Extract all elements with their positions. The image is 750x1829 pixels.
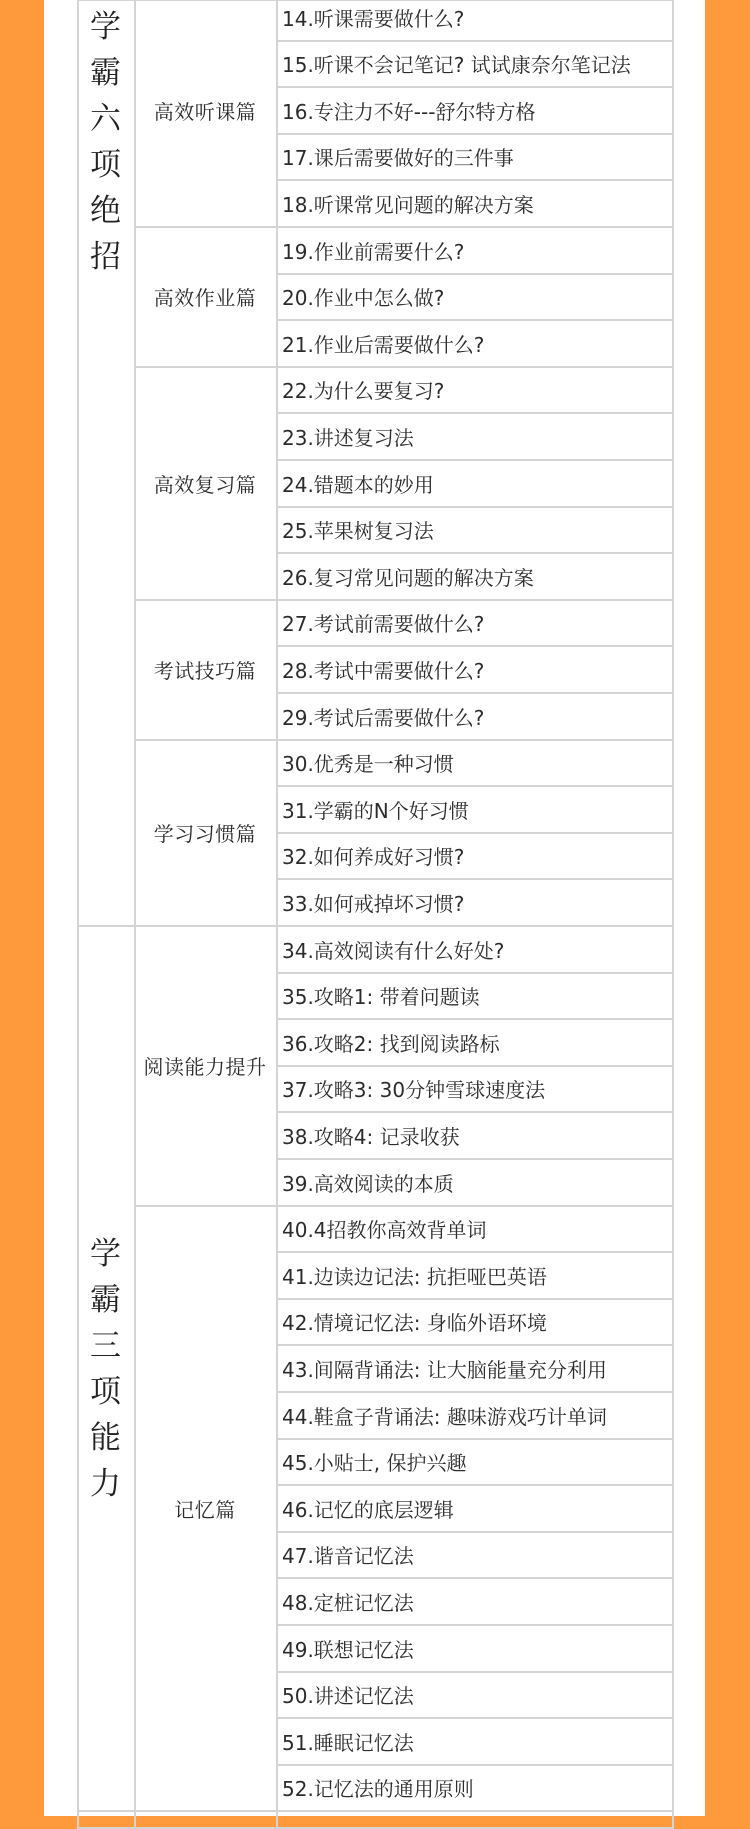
group-label: 高效复习篇 xyxy=(153,472,257,497)
lesson-item: 50.讲述记忆法 xyxy=(282,1684,414,1709)
lesson-item: 16.专注力不好---舒尔特方格 xyxy=(282,99,536,124)
lesson-item: 37.攻略3: 30分钟雪球速度法 xyxy=(282,1078,546,1103)
lesson-item: 44.鞋盒子背诵法: 趣味游戏巧计单词 xyxy=(282,1404,607,1429)
lesson-item: 40.4招教你高效背单词 xyxy=(282,1218,487,1243)
lesson-item: 48.定桩记忆法 xyxy=(282,1590,414,1615)
lesson-item: 45.小贴士, 保护兴趣 xyxy=(282,1451,467,1476)
lesson-item: 27.考试前需要做什么? xyxy=(282,612,485,637)
lesson-item: 43.间隔背诵法: 让大脑能量充分利用 xyxy=(282,1357,607,1382)
lesson-item: 21.作业后需要做什么? xyxy=(282,332,485,357)
group-label: 记忆篇 xyxy=(174,1497,236,1522)
lesson-item: 52.记忆法的通用原则 xyxy=(282,1777,474,1802)
section-title: 学霸六项绝招 xyxy=(90,9,121,275)
row-divider xyxy=(77,1810,674,1812)
section-title: 学霸三项能力 xyxy=(90,1235,121,1502)
lesson-item: 31.学霸的N个好习惯 xyxy=(282,798,469,823)
group-label: 考试技巧篇 xyxy=(153,659,257,684)
lesson-item: 28.考试中需要做什么? xyxy=(282,658,485,683)
lesson-item: 15.听课不会记笔记? 试试康奈尔笔记法 xyxy=(282,53,631,78)
lesson-item: 32.如何养成好习惯? xyxy=(282,845,465,870)
lesson-item: 49.联想记忆法 xyxy=(282,1637,414,1662)
lesson-item: 36.攻略2: 找到阅读路标 xyxy=(282,1031,500,1056)
lesson-item: 14.听课需要做什么? xyxy=(282,6,465,31)
group-label: 阅读能力提升 xyxy=(143,1055,267,1080)
lesson-item: 22.为什么要复习? xyxy=(282,379,445,404)
lesson-item: 19.作业前需要什么? xyxy=(282,239,465,264)
lesson-item: 46.记忆的底层逻辑 xyxy=(282,1497,454,1522)
lesson-item: 29.考试后需要做什么? xyxy=(282,705,485,730)
lesson-item: 41.边读边记法: 抗拒哑巴英语 xyxy=(282,1264,547,1289)
lesson-item: 34.高效阅读有什么好处? xyxy=(282,938,505,963)
lesson-item: 23.讲述复习法 xyxy=(282,425,414,450)
lesson-item: 26.复习常见问题的解决方案 xyxy=(282,565,534,590)
lesson-item: 47.谐音记忆法 xyxy=(282,1544,414,1569)
lesson-item: 39.高效阅读的本质 xyxy=(282,1171,454,1196)
lesson-item: 25.苹果树复习法 xyxy=(282,519,434,544)
lesson-item: 38.攻略4: 记录收获 xyxy=(282,1124,460,1149)
lesson-item: 30.优秀是一种习惯 xyxy=(282,752,454,777)
lesson-item: 51.睡眠记忆法 xyxy=(282,1730,414,1755)
group-label: 高效作业篇 xyxy=(153,286,257,311)
lesson-item: 42.情境记忆法: 身临外语环境 xyxy=(282,1311,547,1336)
lesson-item: 35.攻略1: 带着问题读 xyxy=(282,985,480,1010)
lesson-item: 17.课后需要做好的三件事 xyxy=(282,146,514,171)
lesson-item: 20.作业中怎么做? xyxy=(282,286,445,311)
lesson-item: 24.错题本的妙用 xyxy=(282,472,434,497)
group-label: 学习习惯篇 xyxy=(153,822,257,847)
lesson-item: 33.如何戒掉坏习惯? xyxy=(282,891,465,916)
lesson-item: 18.听课常见问题的解决方案 xyxy=(282,192,534,217)
group-label: 高效听课篇 xyxy=(153,100,257,124)
